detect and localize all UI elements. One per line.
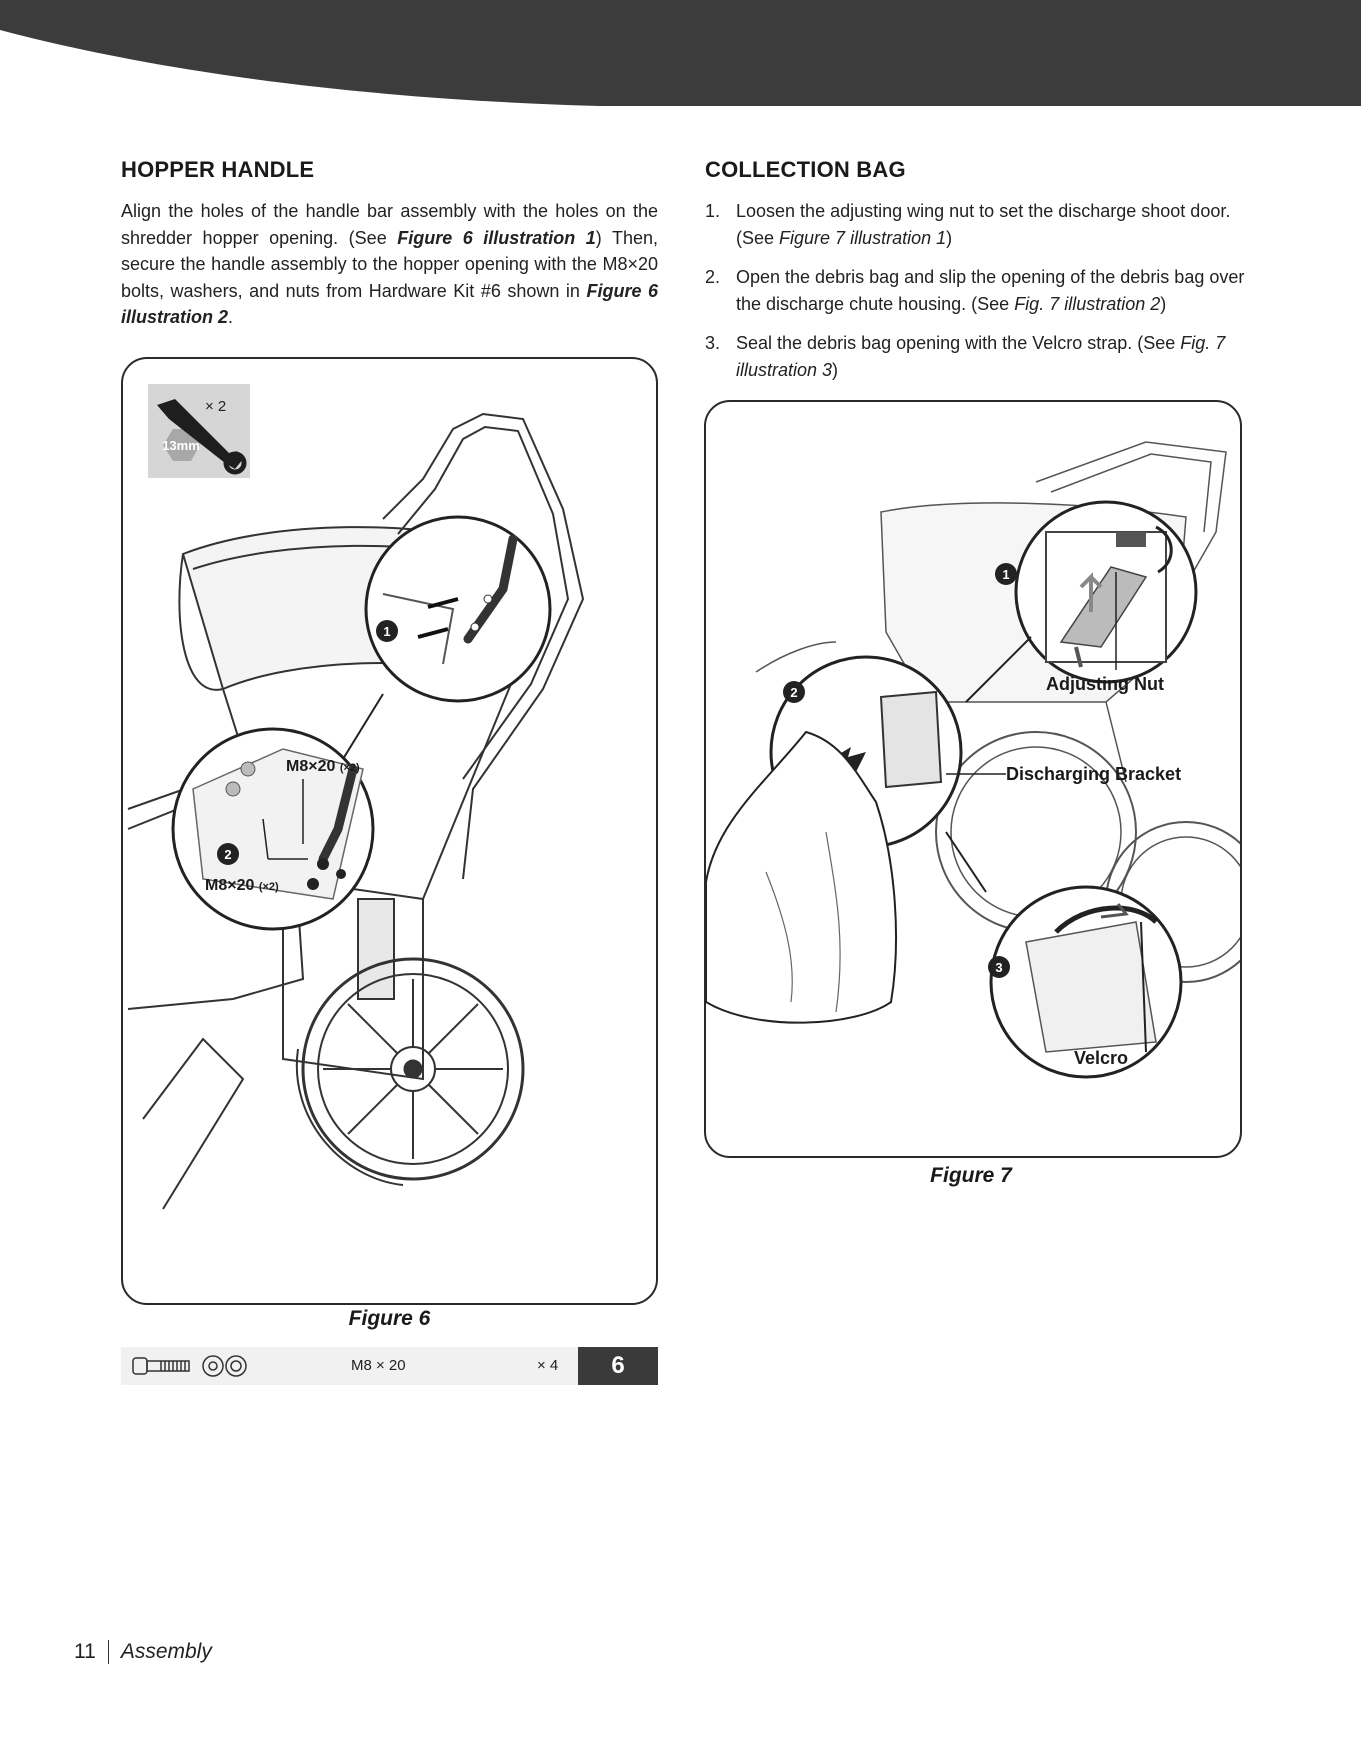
collection-bag-steps	[705, 198, 1245, 396]
figure-6-caption: Figure 6	[348, 1307, 431, 1330]
page-footer	[74, 1640, 212, 1664]
step-3	[705, 330, 1245, 383]
figure6-ref-1: Figure 6 illustration 1	[397, 227, 596, 248]
para-text-3: .	[228, 307, 234, 327]
hardware-kit-strip	[121, 1347, 658, 1385]
fig7-detail-circle-3	[988, 887, 1181, 1077]
hopper-handle-title: HOPPER HANDLE	[121, 157, 315, 182]
fig6-label-b-qty: (×2)	[258, 881, 279, 893]
label-discharging-bracket: Discharging Bracket	[1006, 764, 1182, 784]
step-1	[705, 198, 1245, 251]
step-2-number: 2.	[705, 267, 721, 287]
step-2	[705, 264, 1245, 317]
fig7-callout-1: 1	[1002, 567, 1010, 582]
fig6-callout-2: 2	[224, 847, 232, 862]
hardware-kit-number: 6	[578, 1347, 658, 1385]
fig6-label-b-text: M8×20	[205, 877, 255, 894]
step-3-text: Seal the debris bag opening with the Velcro strap. (See	[736, 333, 1181, 353]
footer-section-name: Assembly	[120, 1640, 212, 1663]
step-1-text: Loosen the adjusting wing nut to set the discharge shoot door. (See	[736, 201, 1231, 248]
hardware-spec: M8 × 20	[351, 1357, 406, 1374]
detail-circle-2	[173, 729, 373, 929]
fig7-callout-2: 2	[790, 685, 798, 700]
wheel-drawing	[297, 959, 523, 1185]
step-2-ref: Fig. 7 illustration 2	[1014, 293, 1161, 314]
figure-6-illustration	[121, 357, 658, 1305]
hardware-quantity: × 4	[537, 1357, 559, 1374]
fig6-label-a-text: M8×20	[286, 758, 336, 775]
fig7-callout-3: 3	[995, 960, 1003, 975]
step-2-text: Open the debris bag and slip the opening of the debris bag over the discharge chute housing. (See	[736, 267, 1245, 314]
bolt-washer-icon	[131, 1353, 251, 1379]
step-1-number: 1.	[705, 201, 721, 221]
tool-qty-label: × 2	[205, 398, 227, 415]
figure-7-drawing	[706, 402, 1240, 1156]
step-3-number: 3.	[705, 333, 721, 353]
step-3-end: )	[832, 359, 839, 380]
header-band	[0, 0, 1361, 110]
collection-bag-title: COLLECTION BAG	[705, 157, 906, 182]
tool-size-label: 13mm	[162, 438, 200, 453]
wrench-icon	[148, 384, 250, 478]
step-2-end: )	[1160, 293, 1167, 314]
page-number: 11	[74, 1640, 109, 1664]
hopper-handle-paragraph	[121, 198, 658, 331]
fig6-label-m8x20-upper	[286, 758, 360, 775]
label-adjusting-nut: Adjusting Nut	[1046, 674, 1164, 694]
figure-7-illustration	[704, 400, 1242, 1158]
detail-circle-1	[366, 517, 550, 701]
fig6-callout-1: 1	[383, 624, 391, 639]
para-text-2: ) Then, secure the handle assembly to the hopper opening with the M8×20 bolts, washers, and nuts from Hardware Kit #6 shown in	[121, 227, 658, 301]
figure-7-caption: Figure 7	[930, 1164, 1012, 1187]
fig6-label-a-qty: (×2)	[339, 762, 360, 774]
figure6-ref-2: Figure 6 illustration 2	[121, 280, 658, 327]
step-1-end: )	[946, 227, 953, 248]
label-velcro: Velcro	[1074, 1048, 1129, 1068]
figure-6-drawing	[123, 359, 656, 1303]
para-text-1: Align the holes of the handle bar assembly with the holes on the shredder hopper opening. (See	[121, 201, 658, 248]
step-3-ref: Fig. 7 illustration 3	[736, 333, 1226, 380]
step-1-ref: Figure 7 illustration 1	[779, 227, 947, 248]
